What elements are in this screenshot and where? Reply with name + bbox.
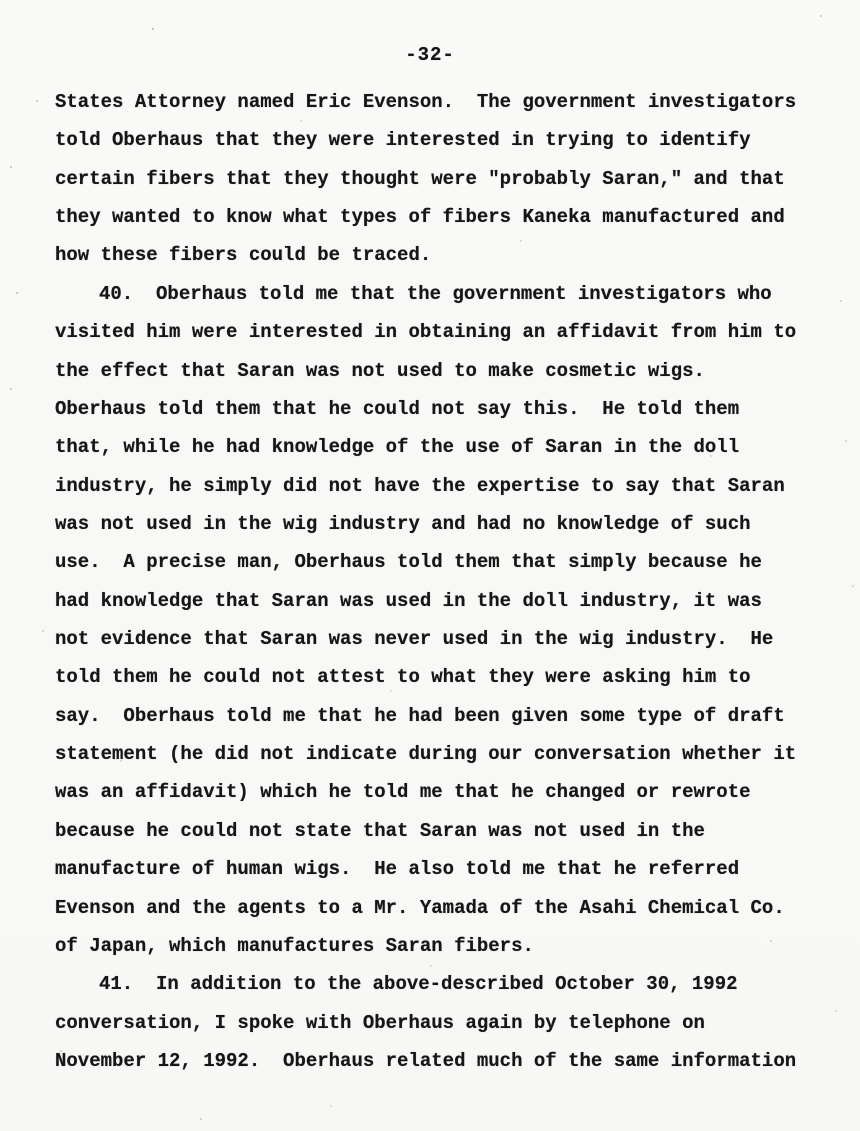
text-line: say. Oberhaus told me that he had been given some type of draft xyxy=(55,704,785,727)
text-line: November 12, 1992. Oberhaus related much of the same information xyxy=(55,1049,797,1072)
text-line: 41. In addition to the above-described October 30, 1992 xyxy=(99,973,738,996)
text-line: not evidence that Saran was never used in the wig industry. He xyxy=(55,628,774,651)
page-number: -32- xyxy=(405,44,455,66)
text-line: use. A precise man, Oberhaus told them that simply because he xyxy=(55,551,762,574)
text-line: was not used in the wig industry and had no knowledge of such xyxy=(55,512,751,535)
text-line: told Oberhaus that they were interested in trying to identify xyxy=(55,129,751,152)
text-line: States Attorney named Eric Evenson. The government investigators xyxy=(55,91,797,113)
scan-noise xyxy=(0,0,2,2)
text-line: was an affidavit) which he told me that he changed or rewrote xyxy=(55,781,751,804)
text-line: manufacture of human wigs. He also told me that he referred xyxy=(55,858,740,881)
text-line: because he could not state that Saran was not used in the xyxy=(55,819,705,842)
text-line: visited him were interested in obtaining an affidavit from him to xyxy=(55,321,797,344)
text-line: statement (he did not indicate during our conversation whether it xyxy=(55,743,797,766)
text-line: how these fibers could be traced. xyxy=(55,244,432,267)
text-line: 40. Oberhaus told me that the government investigators who xyxy=(99,282,772,305)
text-line: certain fibers that they thought were "probably Saran," and that xyxy=(55,167,785,190)
text-line: they wanted to know what types of fibers Kaneka manufactured and xyxy=(55,206,785,229)
text-line: the effect that Saran was not used to make cosmetic wigs. xyxy=(55,359,705,382)
text-line: conversation, I spoke with Oberhaus again by telephone on xyxy=(55,1011,705,1034)
text-line: industry, he simply did not have the expertise to say that Saran xyxy=(55,474,785,497)
text-line: told them he could not attest to what they were asking him to xyxy=(55,666,751,689)
text-line: that, while he had knowledge of the use of Saran in the doll xyxy=(55,436,740,459)
text-line: Oberhaus told them that he could not say this. He told them xyxy=(55,397,740,420)
text-line: of Japan, which manufactures Saran fibers. xyxy=(55,934,534,957)
text-line: Evenson and the agents to a Mr. Yamada of the Asahi Chemical Co. xyxy=(55,896,785,919)
text-line: had knowledge that Saran was used in the doll industry, it was xyxy=(55,589,762,612)
document-lines xyxy=(55,83,825,1080)
